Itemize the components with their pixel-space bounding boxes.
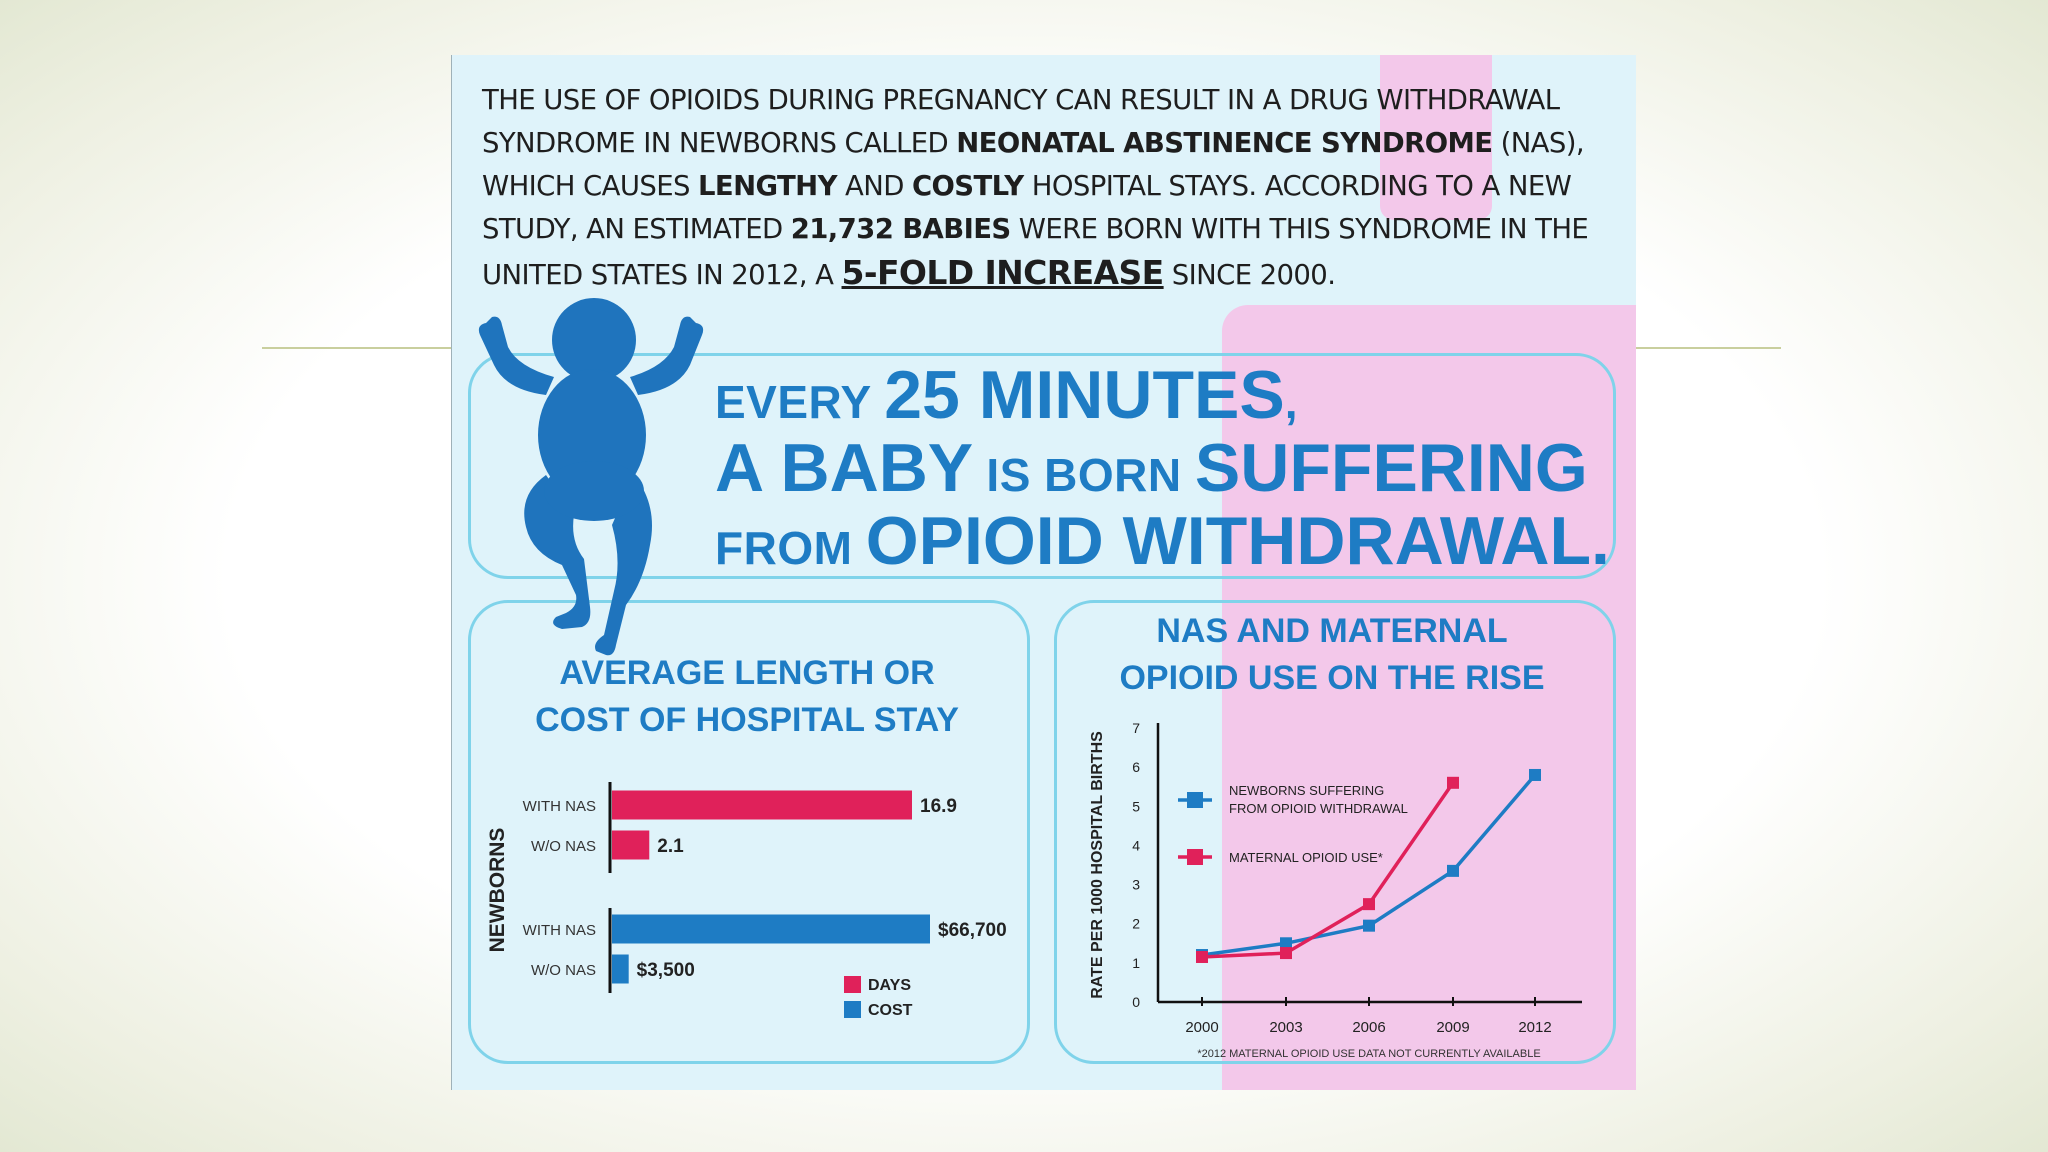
headline-word: IS BORN <box>973 449 1195 501</box>
x-tick-label: 2012 <box>1518 1019 1552 1036</box>
bar-category-label: W/O NAS <box>530 962 596 979</box>
legend-label: FROM OPIOID WITHDRAWAL <box>1229 801 1408 816</box>
headline-word: EVERY <box>715 376 885 428</box>
data-point <box>1280 947 1292 959</box>
bar-category-label: W/O NAS <box>530 838 596 855</box>
legend-marker <box>1187 792 1203 808</box>
bar-category-label: WITH NAS <box>522 922 596 939</box>
intro-text: (NAS), WHICH CAUSES <box>482 127 1585 202</box>
bar-axis-title: NEWBORNS <box>486 827 509 953</box>
y-tick-label: 4 <box>1132 837 1140 854</box>
y-tick-label: 2 <box>1132 915 1140 932</box>
bar-data-label: $66,700 <box>938 920 1007 941</box>
footnote: *2012 MATERNAL OPIOID USE DATA NOT CURRENTLY AVAILABLE <box>1197 1048 1541 1060</box>
y-tick-label: 7 <box>1132 720 1140 736</box>
bar-data-label: 16.9 <box>920 796 957 817</box>
y-tick-label: 5 <box>1132 798 1140 815</box>
x-tick-label: 2006 <box>1352 1019 1386 1036</box>
bar-data-label: $3,500 <box>636 960 695 981</box>
x-tick-label: 2009 <box>1436 1019 1470 1036</box>
intro-five-fold: 5-FOLD INCREASE <box>841 253 1164 292</box>
headline-word: FROM <box>715 522 866 574</box>
line-chart <box>452 55 1636 1090</box>
headline-baby: A BABY <box>715 430 974 506</box>
y-tick-label: 3 <box>1132 876 1140 893</box>
data-point <box>1529 769 1541 781</box>
line-chart-title: NAS AND MATERNAL OPIOID USE ON THE RISE <box>1119 612 1545 697</box>
headline-suffering: SUFFERING <box>1194 430 1588 506</box>
intro-text: HOSPITAL STAYS. ACCORDING TO A NEW STUDY, AN ESTIMATED <box>482 170 1572 245</box>
x-tick-label: 2000 <box>1185 1019 1219 1036</box>
intro-bold-babies: 21,732 BABIES <box>790 213 1011 245</box>
slide-divider-left <box>262 347 452 349</box>
headline-minutes: 25 MINUTES <box>884 357 1285 433</box>
intro-text: SINCE 2000. <box>1163 259 1336 291</box>
legend-label: COST <box>868 1002 913 1019</box>
bar-category-label: WITH NAS <box>522 798 596 815</box>
intro-bold-costly: COSTLY <box>911 170 1024 202</box>
data-point <box>1447 865 1459 877</box>
intro-text: THE USE OF OPIOIDS DURING PREGNANCY CAN RESULT IN A DRUG WITHDRAWAL SYNDROME IN NEWBORNS CALLED <box>482 84 1560 159</box>
data-point <box>1447 777 1459 789</box>
bar-chart-title: AVERAGE LENGTH OR COST OF HOSPITAL STAY <box>535 654 959 739</box>
intro-bold-nas: NEONATAL ABSTINENCE SYNDROME <box>956 127 1493 159</box>
intro-bold-lengthy: LENGTHY <box>697 170 837 202</box>
line-y-axis-title: RATE PER 1000 HOSPITAL BIRTHS <box>1089 731 1106 999</box>
y-tick-label: 6 <box>1132 759 1140 776</box>
intro-text: AND <box>836 170 912 202</box>
headline-withdrawal: OPIOID WITHDRAWAL. <box>865 503 1610 579</box>
y-tick-label: 0 <box>1132 994 1140 1010</box>
slide-divider-right <box>1636 347 1781 349</box>
data-point <box>1363 898 1375 910</box>
data-point <box>1196 951 1208 963</box>
legend-label: NEWBORNS SUFFERING <box>1229 783 1385 798</box>
x-tick-label: 2003 <box>1269 1019 1303 1036</box>
bar-data-label: 2.1 <box>657 836 684 857</box>
intro-text: WERE BORN WITH THIS SYNDROME IN THE UNITED STATES IN 2012, A <box>482 213 1589 291</box>
legend-label: DAYS <box>868 977 911 994</box>
data-point <box>1363 920 1375 932</box>
legend-label: MATERNAL OPIOID USE* <box>1229 850 1383 865</box>
headline-word: , <box>1284 376 1299 428</box>
y-tick-label: 1 <box>1132 954 1140 971</box>
legend-marker <box>1187 849 1203 865</box>
infographic <box>451 55 1636 1090</box>
